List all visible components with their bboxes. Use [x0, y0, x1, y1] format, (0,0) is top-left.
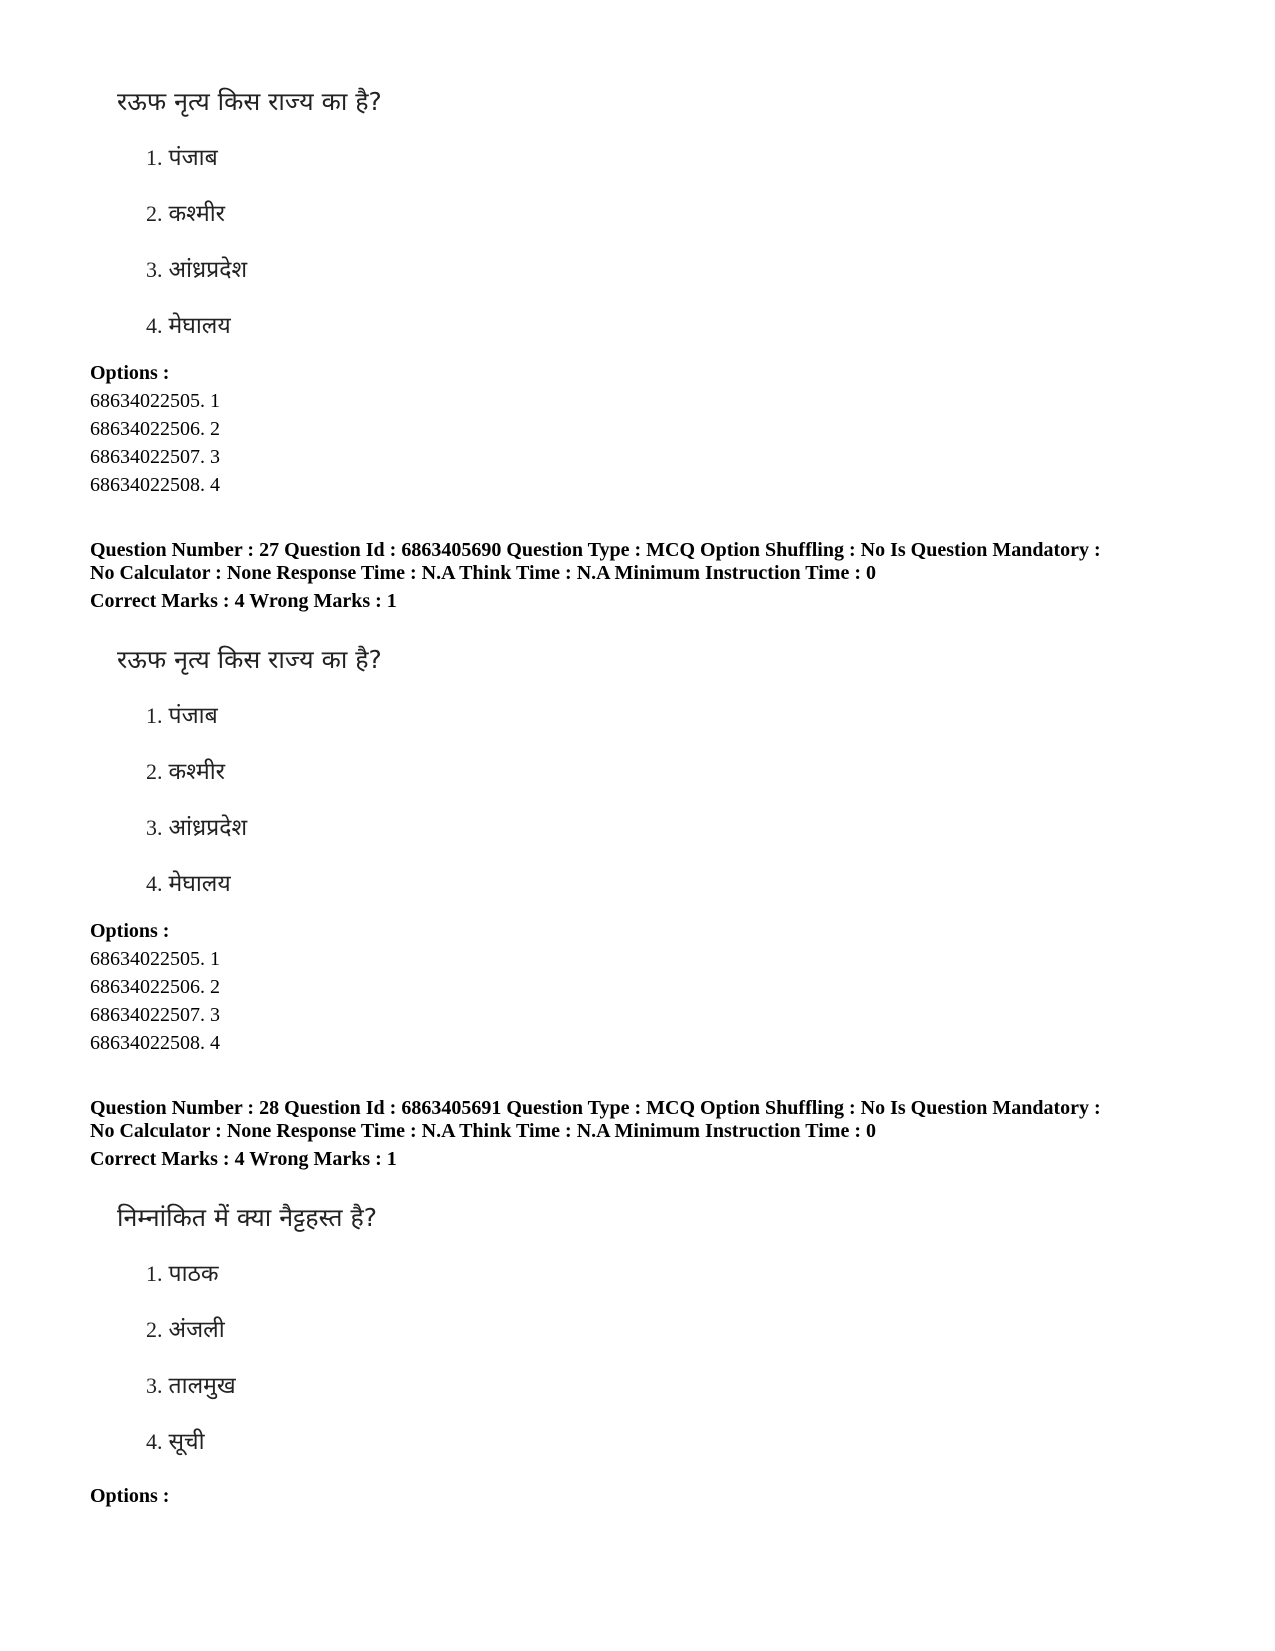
- choice-4: [146, 1424, 205, 1456]
- choice-1: [146, 140, 218, 172]
- option-line: 68634022507. 3: [90, 1004, 220, 1026]
- option-line: 68634022506. 2: [90, 418, 220, 440]
- question-meta-line-2: No Calculator : None Response Time : N.A Think Time : N.A Minimum Instruction Time : 0: [90, 1120, 876, 1142]
- choice-1: [146, 1256, 219, 1288]
- choice-text: कश्मीर: [168, 201, 226, 227]
- option-line: 68634022506. 2: [90, 976, 220, 998]
- choice-number: 2.: [146, 1317, 163, 1342]
- question-text: रऊफ नृत्य किस राज्य का है?: [117, 87, 382, 116]
- choice-text: आंध्रप्रदेश: [168, 257, 248, 283]
- choice-2: [146, 754, 225, 786]
- option-line: 68634022507. 3: [90, 446, 220, 468]
- choice-text: मेघालय: [168, 313, 231, 339]
- choice-text: पाठक: [168, 1261, 219, 1287]
- question-text: निम्नांकित में क्या नैट्टहस्त है?: [117, 1203, 378, 1232]
- choice-text: अंजली: [168, 1317, 225, 1343]
- options-label: Options :: [90, 1485, 170, 1507]
- choice-2: [146, 196, 225, 228]
- choice-number: 4.: [146, 1429, 163, 1454]
- choice-number: 2.: [146, 201, 163, 226]
- choice-number: 3.: [146, 1373, 163, 1398]
- options-label: Options :: [90, 920, 170, 942]
- choice-4: [146, 866, 231, 898]
- option-line: 68634022508. 4: [90, 474, 220, 496]
- choice-4: [146, 308, 231, 340]
- choice-text: आंध्रप्रदेश: [168, 815, 248, 841]
- choice-number: 4.: [146, 313, 163, 338]
- choice-3: [146, 252, 247, 284]
- choice-text: पंजाब: [168, 703, 218, 729]
- choice-1: [146, 698, 218, 730]
- choice-number: 1.: [146, 703, 163, 728]
- choice-text: कश्मीर: [168, 759, 226, 785]
- option-line: 68634022505. 1: [90, 948, 220, 970]
- choice-2: [146, 1312, 225, 1344]
- choice-3: [146, 810, 247, 842]
- question-meta-line-1: Question Number : 28 Question Id : 6863405691 Question Type : MCQ Option Shuffling : No Is Question Mandatory :: [90, 1097, 1101, 1119]
- choice-number: 3.: [146, 815, 163, 840]
- option-line: 68634022505. 1: [90, 390, 220, 412]
- choice-text: पंजाब: [168, 145, 218, 171]
- choice-number: 4.: [146, 871, 163, 896]
- choice-number: 2.: [146, 759, 163, 784]
- options-label: Options :: [90, 362, 170, 384]
- choice-text: मेघालय: [168, 871, 231, 897]
- option-line: 68634022508. 4: [90, 1032, 220, 1054]
- choice-number: 3.: [146, 257, 163, 282]
- question-marks: Correct Marks : 4 Wrong Marks : 1: [90, 1148, 397, 1170]
- question-marks: Correct Marks : 4 Wrong Marks : 1: [90, 590, 397, 612]
- choice-text: तालमुख: [168, 1373, 236, 1399]
- choice-3: [146, 1368, 236, 1400]
- question-text: रऊफ नृत्य किस राज्य का है?: [117, 645, 382, 674]
- choice-number: 1.: [146, 145, 163, 170]
- question-meta-line-1: Question Number : 27 Question Id : 6863405690 Question Type : MCQ Option Shuffling : No Is Question Mandatory :: [90, 539, 1101, 561]
- question-meta-line-2: No Calculator : None Response Time : N.A Think Time : N.A Minimum Instruction Time : 0: [90, 562, 876, 584]
- choice-number: 1.: [146, 1261, 163, 1286]
- choice-text: सूची: [168, 1429, 205, 1455]
